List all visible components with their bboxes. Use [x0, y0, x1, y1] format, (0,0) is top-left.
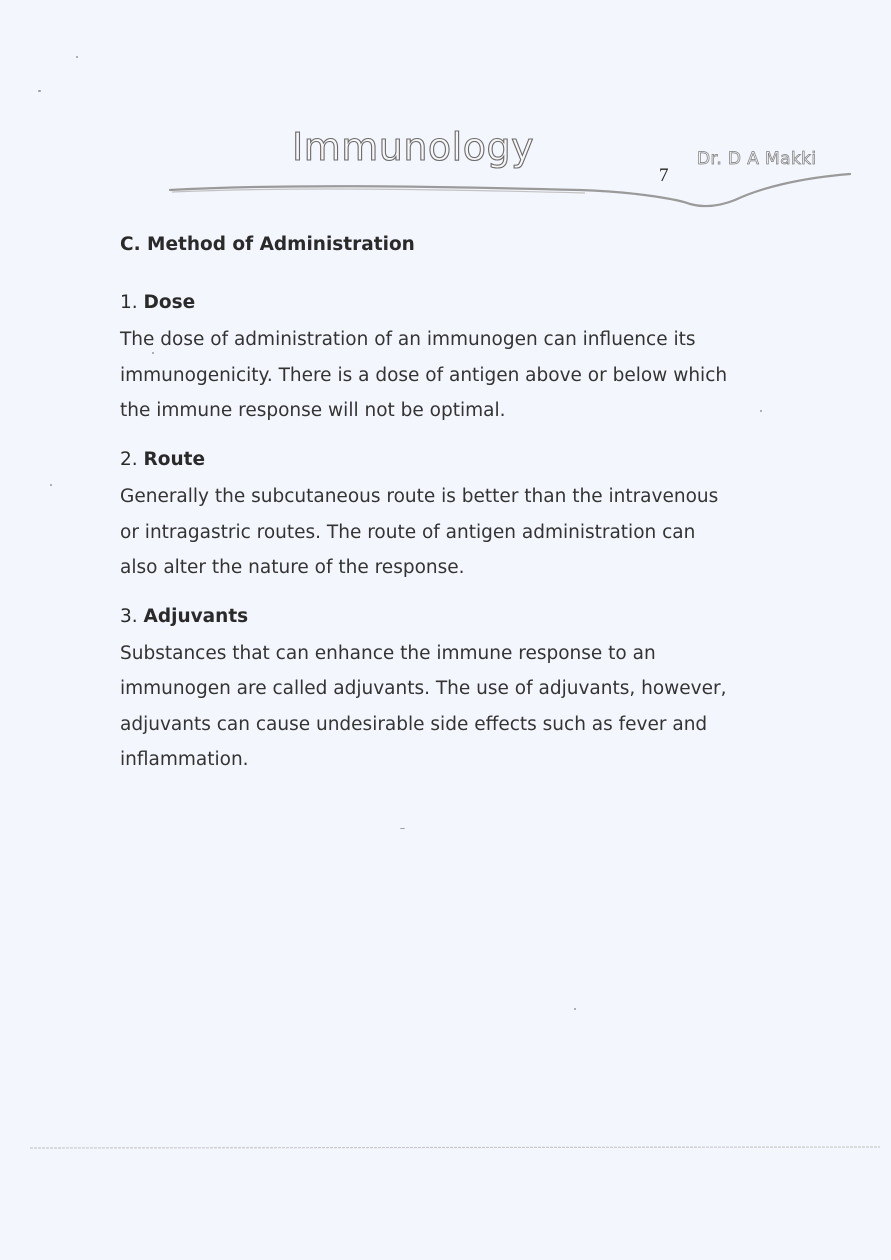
- header-swoosh-line: [160, 160, 860, 220]
- subsection-heading: [120, 606, 780, 628]
- main-content: [120, 234, 780, 798]
- text-line: immunogen are called adjuvants. The use of adjuvants, however,: [120, 678, 727, 700]
- text-line: immunogenicity. There is a dose of antigen above or below which: [120, 364, 728, 386]
- footer-rule: [30, 1138, 880, 1158]
- subsection-route: [120, 449, 780, 586]
- paragraph: [120, 479, 780, 586]
- header-author: Dr. D A Makki: [697, 149, 817, 169]
- header-title: Immunology: [292, 125, 535, 169]
- text-line: or intragastric routes. The route of antigen administration can: [120, 521, 696, 543]
- page-number: 7: [659, 165, 669, 186]
- text-line: also alter the nature of the response.: [120, 557, 465, 579]
- subsection-number: 2.: [120, 448, 138, 470]
- subsection-heading: [120, 292, 780, 314]
- subsection-name: Dose: [143, 292, 196, 314]
- text-line: Substances that can enhance the immune response to an: [120, 642, 656, 664]
- subsection-heading: [120, 449, 780, 471]
- text-line: Generally the subcutaneous route is better than the intravenous: [120, 486, 719, 508]
- subsection-name: Route: [143, 448, 206, 470]
- subsection-adjuvants: [120, 606, 780, 778]
- paragraph: [120, 322, 780, 429]
- subsection-number: 1.: [120, 292, 138, 314]
- text-line: The dose of administration of an immunogen can influence its: [120, 329, 696, 351]
- subsection-dose: [120, 292, 780, 429]
- subsection-name: Adjuvants: [143, 605, 249, 627]
- section-title: C. Method of Administration: [120, 234, 415, 255]
- paragraph: [120, 636, 780, 778]
- subsection-number: 3.: [120, 605, 138, 627]
- text-line: adjuvants can cause undesirable side effects such as fever and: [120, 713, 708, 735]
- text-line: inflammation.: [120, 749, 249, 771]
- text-line: the immune response will not be optimal.: [120, 400, 506, 422]
